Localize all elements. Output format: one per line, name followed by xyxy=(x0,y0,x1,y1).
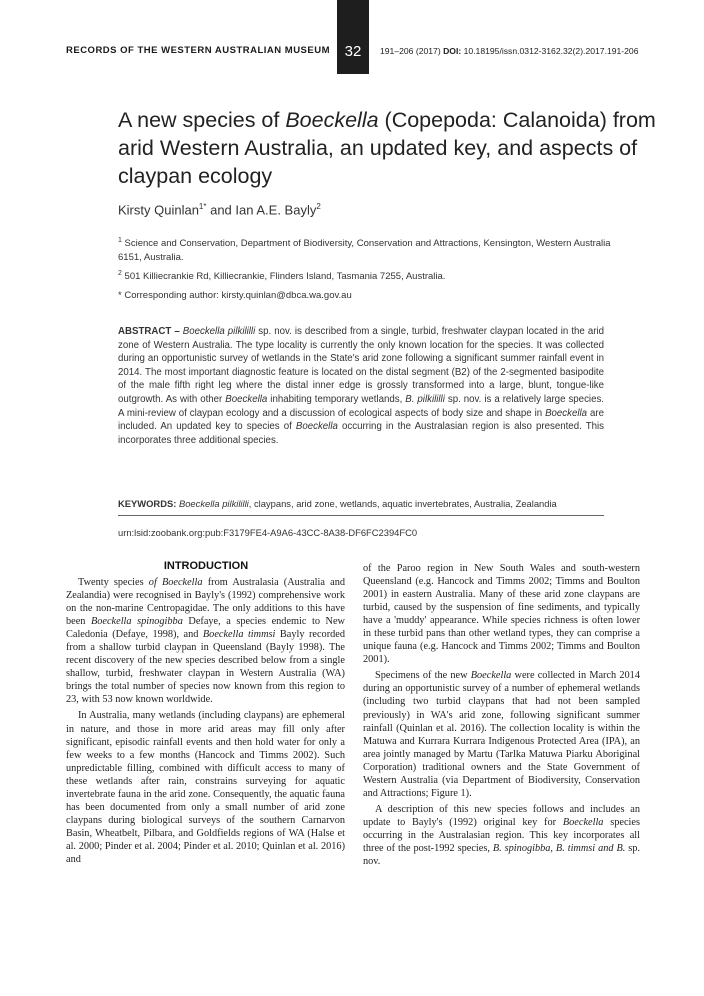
title-genus: Boeckella xyxy=(285,108,379,132)
right-column xyxy=(363,562,640,871)
author-bayly: Ian A.E. Bayly xyxy=(235,202,317,218)
volume-number: 32 xyxy=(344,43,362,60)
affiliation-2: $^2$ 501 Killiecrankie Rd, Killiecrankie, Flinders Island, Tasmania 7255, Australia. xyxy=(118,270,446,283)
intro-paragraph-4: Specimens of the new Boeckella were collected in March 2014 during an opportunistic survey of a number of ephemeral wetlands (including two turbid claypans that had not been sampled previously) in WA's arid zone, following significant summer rainfall (Quinlan et al. 2016). The collection locality is within the Matuwa and Kurrara Kurrara Indigenous Protected Area (IPA), an area jointly managed by Martu (Tarlka Matuwa Piarku Aboriginal Corporation) traditional owners and the State Government of Western Australia (via Department of Biodiversity, Conservation and Attractions; Figure 1). xyxy=(363,670,640,799)
intro-paragraph-5: A description of this new species follows and includes an update to Bayly's (1992) original key for Boeckella species occurring in the Australasian region. This key incorporates all three of the post-1992 species, B. spinogibba, B. timmsi and B. sp. nov. xyxy=(363,803,640,868)
section-divider xyxy=(118,515,604,516)
author-list: Kirsty Quinlan$^{1*}$ and Ian A.E. Bayly$^2$ xyxy=(118,202,321,218)
article-title: A new species of Boeckella (Copepoda: Calanoida) from arid Western Australia, an updated key, and aspects of claypan ecology xyxy=(118,108,656,188)
doi-link[interactable]: 10.18195/issn.0312-3162.32(2).2017.191-206 xyxy=(463,46,639,56)
doi-label: DOI: xyxy=(443,46,462,56)
intro-paragraph-3: of the Paroo region in New South Wales and south-western Queensland (e.g. Hancock and Timms 2002; Timms and Boulton 2001) in eastern Australia. Many of these arid zone claypans are turbid, caused by the suspension of fine sediments, and typically have a 'muddy' appearance. While species richness is often lower in these turbid pans than other wetland types, they can comprise a unique fauna (e.g. Hancock and Timms 2002; Timms and Boulton 2001). xyxy=(363,563,640,666)
introduction-heading: INTRODUCTION xyxy=(163,560,249,572)
intro-paragraph-1: Twenty species of Boeckella from Australasia (Australia and Zealandia) were recognised in Bayly's (1992) comprehensive work on the non-marine Centropagidae. The only additions to this have been Boeckella spinogibba Defaye, a species endemic to New Caledonia (Defaye, 1998), and Boeckella timmsi Bayly recorded from a shallow turbid claypan in Queensland (Bayly 1998). The recent discovery of the new species described below from a single shallow, turbid, freshwater claypan in Western Australia (WA) brings the total number of species now known from this region to 23, with 53 now known worldwide. xyxy=(66,577,345,706)
abstract: ABSTRACT – Boeckella pilkililli sp. nov. is described from a single, turbid, freshwater claypan located in the arid zone of Western Australia. The type locality is currently the only known location for the species. It was collected during an opportunistic survey of wetlands in the State's arid zone following a significant summer rainfall event in 2014. The most important diagnostic feature is located on the distal segment (B2) of the 2-segmented basipodite of the male fifth right leg where the distal inner edge is grossly transformed into a large, blunt, tongue-like outgrowth. As with other Boeckella inhabiting temporary wetlands, B. pilkililli sp. nov. is a relatively large species. A mini-review of claypan ecology and a discussion of ecological aspects of body size and shape in Boeckella are included. An updated key to species of Boeckella occurring in the Australasian region is also presented. This incorporates three additional species. xyxy=(118,326,604,446)
keywords: KEYWORDS: Boeckella pilkililli, claypans, arid zone, wetlands, aquatic invertebrates, Australia, Zealandia xyxy=(118,498,557,509)
abstract-label: ABSTRACT – xyxy=(118,326,180,337)
zoobank-lsid: urn:lsid:zoobank.org:pub:F3179FE4-A9A6-43CC-8A38-DF6FC2394FC0 xyxy=(118,527,418,538)
author-quinlan: Kirsty Quinlan xyxy=(118,202,199,218)
affiliation-1: $^1$ Science and Conservation, Department of Biodiversity, Conservation and Attractions, Kensington, Western Australia 6151, Australia. xyxy=(118,237,611,264)
keywords-label: KEYWORDS: xyxy=(118,498,177,509)
corresponding-author: * Corresponding author: kirsty.quinlan@dbca.wa.gov.au xyxy=(118,290,352,301)
intro-paragraph-2: In Australia, many wetlands (including claypans) are ephemeral in nature, and those in more arid areas may fill only after significant, episodic rainfall events and then hold water for only a few weeks to a few months (Hancock and Timms 2002). Such unpredictable filling, combined with difficult access to many of these wetlands after rain, constrains surveying for aquatic invertebrate fauna in the arid zone. Consequently, the aquatic fauna has been documented from only a small number of arid zone claypans during biological surveys of the southern Carnarvon Basin, Wheatbelt, Pilbara, and Goldfields regions of WA (Halse et al. 2000; Pinder et al. 2004; Pinder et al. 2010; Quinlan et al. 2016) and xyxy=(66,710,345,865)
volume-tab xyxy=(337,0,369,74)
journal-name: RECORDS OF THE WESTERN AUSTRALIAN MUSEUM xyxy=(66,45,331,56)
page-range: 191–206 (2017) xyxy=(380,46,441,56)
citation-line xyxy=(380,46,639,56)
left-column xyxy=(66,576,345,869)
